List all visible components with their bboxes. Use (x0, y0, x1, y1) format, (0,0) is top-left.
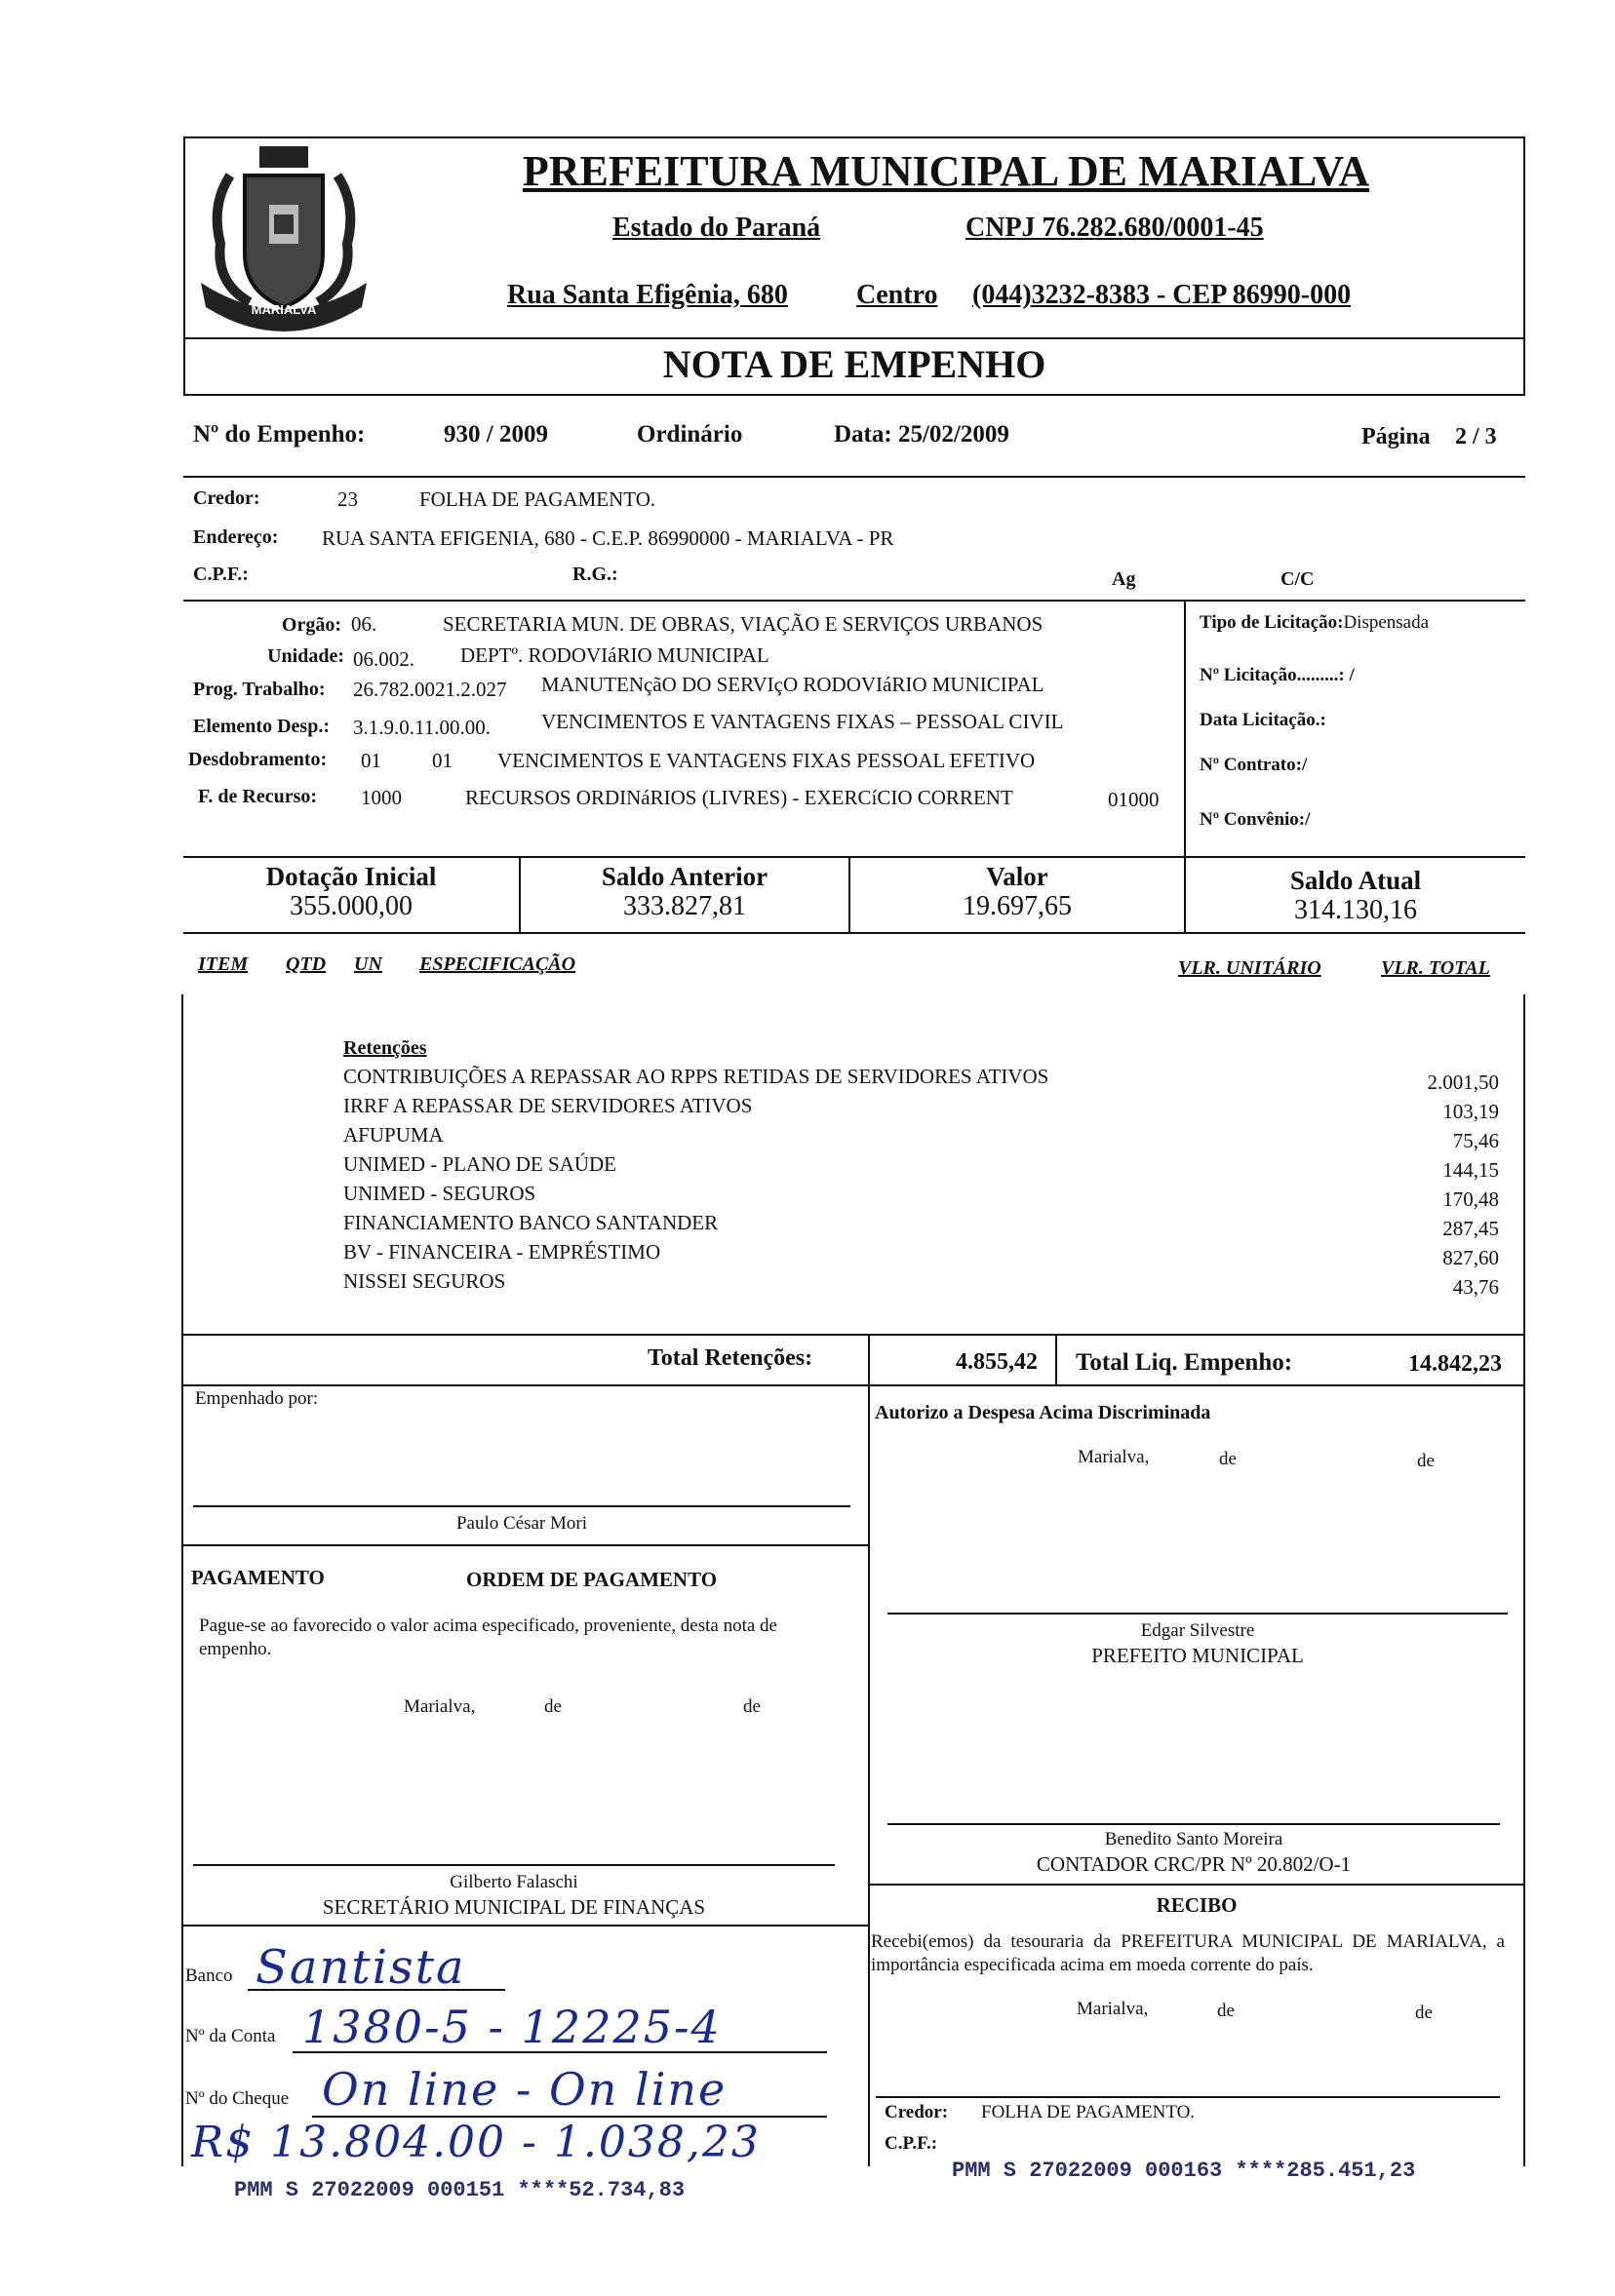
signature-line (887, 1613, 1508, 1615)
retencao-value: 827,60 (1442, 1246, 1499, 1269)
street-address: Rua Santa Efigênia, 680 (507, 280, 788, 310)
elemento-label: Elemento Desp.: (193, 716, 330, 737)
pague-se-text: Pague-se ao favorecido o valor acima especificado, proveniente, desta nota de empenho. (199, 1615, 777, 1659)
ordem-pagamento-label: ORDEM DE PAGAMENTO (466, 1568, 718, 1591)
prefeitura-title: PREFEITURA MUNICIPAL DE MARIALVA (522, 147, 1370, 195)
saldo-atual-value: 314.130,16 (1294, 895, 1417, 925)
conta-handwritten: 1380-5 - 12225-4 (302, 2001, 722, 2053)
column-vlr-total: VLR. TOTAL (1381, 957, 1490, 979)
cheque-label: Nº do Cheque (185, 2088, 290, 2109)
signature-line (193, 1864, 835, 1866)
valor-value: 19.697,65 (963, 891, 1072, 921)
credor-code: 23 (337, 487, 358, 511)
recurso-extra: 01000 (1108, 788, 1160, 811)
retencao-row (343, 1211, 1499, 1240)
column-vlr-unitario: VLR. UNITÁRIO (1178, 957, 1321, 979)
document-title: NOTA DE EMPENHO (662, 342, 1046, 386)
retencoes-list (343, 1065, 1499, 1299)
retencao-desc: AFUPUMA (343, 1123, 444, 1147)
empenhado-por-label: Empenhado por: (195, 1388, 319, 1409)
empenho-type: Ordinário (637, 421, 743, 448)
prog-trabalho-label: Prog. Trabalho: (193, 679, 326, 700)
unidade-label: Unidade: (267, 645, 344, 667)
prefeito-name: Edgar Silvestre (1140, 1620, 1255, 1641)
retencao-row (343, 1065, 1499, 1094)
divider-vertical (868, 1336, 870, 2166)
credor-label: Credor: (193, 487, 260, 509)
cc-label: C/C (1280, 568, 1315, 590)
numero-convenio: Nº Convênio:/ (1200, 809, 1311, 830)
orgao-label: Orgão: (281, 614, 341, 636)
retencao-row (343, 1269, 1499, 1299)
divider (181, 1384, 1525, 1386)
numero-licitacao: Nº Licitação.........: / (1200, 665, 1355, 685)
recibo-text: Recebi(emos) da tesouraria da PREFEITURA MUNICIPAL DE MARIALVA, a importância especificada acima em moeda corrente do país. (871, 1931, 1505, 1975)
phone-cep: (044)3232-8383 - CEP 86990-000 (972, 280, 1352, 310)
retencao-value: 144,15 (1442, 1158, 1499, 1182)
tipo-licitacao-value: Dispensada (1343, 612, 1430, 633)
rg-label: R.G.: (572, 564, 618, 585)
saldo-anterior-label: Saldo Anterior (601, 862, 768, 891)
marialva-place-c: Marialva, (1077, 1999, 1149, 2019)
stamp-right: PMM S 27022009 000163 ****285.451,23 (952, 2159, 1416, 2183)
de-a1: de (1219, 1449, 1237, 1469)
total-liquido-value: 14.842,23 (1408, 1351, 1502, 1377)
secretario-title: SECRETÁRIO MUNICIPAL DE FINANÇAS (322, 1895, 706, 1919)
retencao-value: 2.001,50 (1427, 1070, 1499, 1094)
marialva-place-a: Marialva, (1078, 1447, 1150, 1467)
conta-label: Nº da Conta (185, 2026, 276, 2046)
extra-handwritten: R$ 13.804.00 - 1.038,23 (191, 2118, 761, 2167)
saldo-atual-label: Saldo Atual (1289, 866, 1422, 895)
recibo-cpf-label: C.P.F.: (885, 2133, 938, 2154)
elemento-desc: VENCIMENTOS E VANTAGENS FIXAS – PESSOAL CIVIL (541, 710, 1064, 733)
empenho-number: 930 / 2009 (444, 421, 548, 448)
divider (181, 1334, 1525, 1336)
empenho-number-label: Nº do Empenho: (193, 421, 366, 448)
credor-name: FOLHA DE PAGAMENTO. (419, 487, 656, 511)
cpf-label: C.P.F.: (193, 564, 249, 585)
stamp-left: PMM S 27022009 000151 ****52.734,83 (234, 2178, 686, 2202)
retencao-row (343, 1182, 1499, 1211)
total-retencoes-value: 4.855,42 (956, 1349, 1038, 1375)
pagamento-label: PAGAMENTO (191, 1566, 325, 1589)
divider (868, 1884, 1525, 1886)
seal-text: MARIALVA (251, 302, 317, 317)
recibo-credor-label: Credor: (885, 2102, 949, 2122)
autorizo-label: Autorizo a Despesa Acima Discriminada (875, 1402, 1211, 1423)
divider-vertical (1055, 1336, 1057, 1384)
retencoes-heading: Retenções (343, 1037, 427, 1059)
retencao-desc: NISSEI SEGUROS (343, 1269, 506, 1293)
numero-contrato: Nº Contrato:/ (1200, 755, 1308, 775)
divider (181, 1925, 870, 1926)
unidade-desc: DEPTº. RODOVIáRIO MUNICIPAL (460, 643, 769, 667)
elemento-code: 3.1.9.0.11.00.00. (353, 716, 491, 739)
marialva-place-b: Marialva, (404, 1696, 476, 1717)
ag-label: Ag (1112, 568, 1136, 590)
de-c2: de (1415, 2003, 1433, 2023)
orgao-code: 06. (351, 612, 377, 636)
cheque-handwritten: On line - On line (322, 2063, 728, 2116)
valor-label: Valor (986, 862, 1048, 891)
contador-name: Benedito Santo Moreira (1104, 1829, 1283, 1849)
retencao-desc: UNIMED - PLANO DE SAÚDE (343, 1152, 616, 1176)
retencao-desc: IRRF A REPASSAR DE SERVIDORES ATIVOS (343, 1094, 753, 1117)
empenho-date: Data: 25/02/2009 (834, 421, 1009, 448)
frame-left (181, 994, 183, 2166)
banco-handwritten: Santista (256, 1940, 466, 1995)
retencao-desc: FINANCIAMENTO BANCO SANTANDER (343, 1211, 719, 1234)
tipo-licitacao (1200, 612, 1429, 634)
retencao-value: 43,76 (1452, 1275, 1499, 1299)
retencao-row (343, 1123, 1499, 1152)
divider (183, 600, 1525, 602)
state-name: Estado do Paraná (612, 213, 821, 243)
dotacao-label: Dotação Inicial (265, 862, 437, 891)
retencao-row (343, 1240, 1499, 1269)
contador-title: CONTADOR CRC/PR Nº 20.802/O-1 (1036, 1852, 1352, 1876)
district: Centro (856, 280, 938, 310)
divider (183, 856, 1525, 858)
recibo-label: RECIBO (1156, 1893, 1238, 1917)
de-a2: de (1417, 1451, 1435, 1471)
retencao-value: 75,46 (1452, 1129, 1499, 1152)
total-retencoes-label: Total Retenções: (648, 1345, 813, 1371)
column-item: ITEM (198, 953, 249, 975)
desdobramento-b: 01 (432, 749, 453, 772)
retencao-value: 287,45 (1442, 1217, 1499, 1240)
page-label: Página (1361, 424, 1431, 449)
unidade-code: 06.002. (353, 647, 414, 671)
page-number: 2 / 3 (1455, 424, 1497, 449)
column-especificacao: ESPECIFICAÇÃO (419, 953, 576, 975)
header-divider (183, 337, 1525, 339)
column-un: UN (354, 953, 382, 975)
endereco: RUA SANTA EFIGENIA, 680 - C.E.P. 86990000 - MARIALVA - PR (322, 526, 894, 550)
prog-trabalho-code: 26.782.0021.2.027 (353, 678, 507, 701)
total-liquido-label: Total Liq. Empenho: (1076, 1349, 1293, 1376)
desdobramento-label: Desdobramento: (188, 749, 328, 770)
saldo-anterior-value: 333.827,81 (623, 891, 746, 921)
retencao-desc: UNIMED - SEGUROS (343, 1182, 536, 1205)
de-b1: de (544, 1696, 562, 1717)
signature-line (876, 2096, 1500, 2098)
retencao-desc: BV - FINANCEIRA - EMPRÉSTIMO (343, 1240, 661, 1264)
divider (183, 476, 1525, 478)
recibo-credor-value: FOLHA DE PAGAMENTO. (981, 2102, 1196, 2122)
recurso-label: F. de Recurso: (198, 786, 318, 807)
de-c1: de (1217, 2001, 1235, 2021)
orgao-desc: SECRETARIA MUN. DE OBRAS, VIAÇÃO E SERVIÇOS URBANOS (443, 612, 1044, 636)
retencao-row (343, 1094, 1499, 1123)
prog-trabalho-desc: MANUTENçãO DO SERVIçO RODOVIáRIO MUNICIPAL (541, 673, 1044, 696)
retencao-desc: CONTRIBUIÇÕES A REPASSAR AO RPPS RETIDAS DE SERVIDORES ATIVOS (343, 1065, 1049, 1088)
endereco-label: Endereço: (193, 526, 279, 548)
divider (183, 932, 1525, 934)
cnpj: CNPJ 76.282.680/0001-45 (965, 213, 1264, 243)
banco-label: Banco (185, 1965, 233, 1986)
signature-line (193, 1505, 850, 1507)
data-licitacao: Data Licitação.: (1200, 710, 1326, 730)
prefeito-title: PREFEITO MUNICIPAL (1091, 1644, 1304, 1667)
column-qtd: QTD (286, 953, 327, 975)
retencao-row (343, 1152, 1499, 1182)
desdobramento-a: 01 (361, 749, 381, 772)
secretario-name: Gilberto Falaschi (450, 1872, 578, 1892)
frame-right (1523, 994, 1525, 2166)
tipo-licitacao-label: Tipo de Licitação: (1200, 612, 1344, 633)
empenhado-name: Paulo César Mori (455, 1513, 588, 1534)
desdobramento-desc: VENCIMENTOS E VANTAGENS FIXAS PESSOAL EFETIVO (497, 749, 1036, 772)
divider (181, 1544, 870, 1546)
recurso-code: 1000 (361, 786, 402, 809)
divider-vertical (1184, 602, 1186, 858)
signature-line (887, 1823, 1500, 1825)
retencao-value: 103,19 (1442, 1100, 1499, 1123)
municipal-coat-of-arms-icon (191, 136, 376, 339)
recurso-desc: RECURSOS ORDINáRIOS (LIVRES) - EXERCíCIO CORRENT (465, 786, 1013, 809)
de-b2: de (743, 1696, 761, 1717)
dotacao-value: 355.000,00 (290, 891, 413, 921)
retencao-value: 170,48 (1442, 1187, 1499, 1211)
